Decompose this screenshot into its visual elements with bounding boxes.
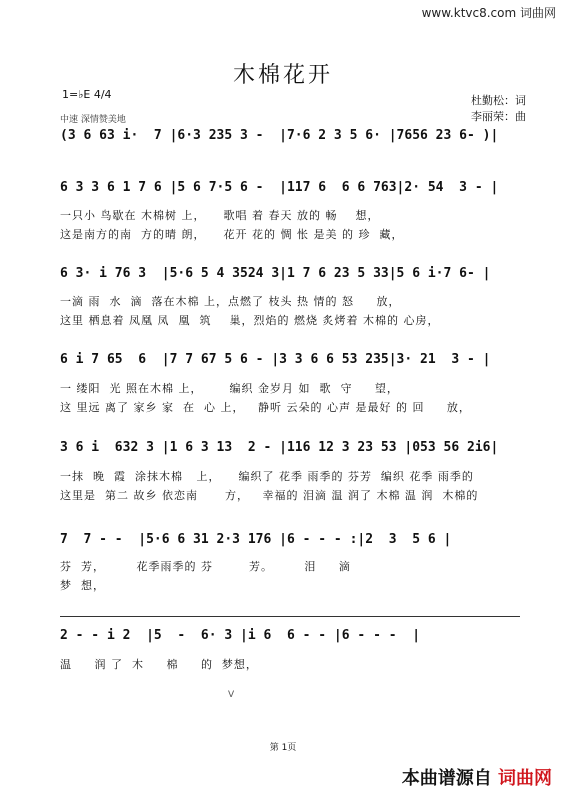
composer-credit: 李丽荣：曲 — [471, 110, 526, 123]
site-watermark: www.ktvc8.com 词曲网 — [421, 6, 556, 20]
notation-line: (3 6 63 i· 7 |6·3 235 3 - |7·6 2 3 5 6· |7656 23 6- )| — [60, 128, 499, 143]
footer-source — [402, 764, 552, 790]
notation-line: 6 3 3 6 1 7 6 |5 6 7·5 6 - |117 6 6 6 763|2· 54 3 - | — [60, 180, 499, 195]
lyric-line: 一只小 鸟歇在 木棉树 上， 歌唱 着 春天 放的 畅 想， — [60, 209, 380, 222]
lyric-line: 这是南方的南 方的晴 朗， 花开 花的 惆 怅 是美 的 珍 藏， — [60, 228, 404, 241]
notation-line: 2 - - i 2 |5 - 6· 3 |i 6 6 - - |6 - - - | — [60, 628, 421, 643]
lyric-line: 芬 芳， 花季雨季的 芬 芳。 泪 滴 — [60, 560, 351, 573]
lyric-line: 这里 栖息着 凤凰 凤 凰 筑 巢，烈焰的 燃烧 炙烤着 木棉的 心房， — [60, 314, 440, 327]
page-number: 第 1页 — [269, 743, 297, 753]
key-signature: 1=♭E 4/4 — [62, 88, 112, 101]
notation-line: 6 i 7 65 6 |7 7 67 5 6 - |3 3 6 6 53 235|3· 21 3 - | — [60, 352, 491, 367]
lyric-line: 温 润 了 木 棉 的 梦想， — [60, 658, 258, 671]
notation-line: 7 7 - - |5·6 6 31 2·3 176 |6 - - - :|2 3 5 6 | — [60, 532, 452, 547]
lyric-line: 一滴 雨 水 滴 落在木棉 上，点燃了 枝头 热 情的 怒 放， — [60, 295, 401, 308]
lyric-line: 梦 想， — [60, 579, 105, 592]
lyric-line: 一 缕阳 光 照在木棉 上， 编织 金岁月 如 歌 守 望， — [60, 382, 399, 395]
lyric-line: 一抹 晚 霞 涂抹木棉 上， 编织了 花季 雨季的 芬芳 编织 花季 雨季的 — [60, 470, 474, 483]
volta-line — [60, 616, 520, 617]
footer-site-name: 词曲网 — [498, 768, 552, 789]
lyric-line: 这里是 第二 故乡 依恋南 方， 幸福的 泪滴 温 润了 木棉 温 润 木棉的 — [60, 489, 479, 502]
lyricist-credit: 杜勤松：词 — [471, 94, 526, 107]
notation-line: 3 6 i 632 3 |1 6 3 13 2 - |116 12 3 23 53 |053 56 2i6| — [60, 440, 499, 455]
notation-line: 6 3· i 76 3 |5·6 5 4 3524 3|1 7 6 23 5 33|5 6 i·7 6- | — [60, 266, 491, 281]
mark-v: V — [228, 690, 235, 700]
footer-source-text: 本曲谱源自 — [401, 768, 492, 789]
lyric-line: 这 里远 离了 家乡 家 在 心 上， 静听 云朵的 心声 是最好 的 回 放， — [60, 401, 471, 414]
song-title: 木棉花开 — [232, 63, 333, 88]
tempo-marking: 中速 深情赞美地 — [60, 115, 126, 125]
